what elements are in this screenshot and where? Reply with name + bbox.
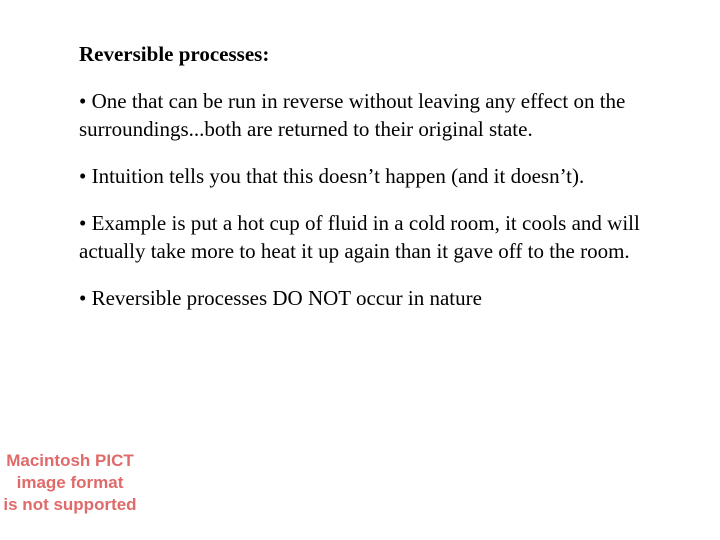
placeholder-line: image format (16, 473, 124, 492)
placeholder-line: is not supported (3, 495, 137, 514)
slide-content (79, 40, 659, 331)
unsupported-image-placeholder (0, 450, 140, 516)
bullet-item-intuition: • Intuition tells you that this doesn’t happen (and it doesn’t). (79, 164, 585, 188)
bullet-item-example: • Example is put a hot cup of fluid in a cold room, it cools and will actually take more to heat it up again than it gave off to the room. (79, 211, 640, 263)
bullet-item-nature: • Reversible processes DO NOT occur in nature (79, 286, 482, 310)
bullet-item-reversible-definition: • One that can be run in reverse without leaving any effect on the surroundings...both are returned to their original state. (79, 89, 626, 141)
slide-heading: Reversible processes: (79, 42, 270, 66)
placeholder-line: Macintosh PICT (6, 451, 134, 470)
